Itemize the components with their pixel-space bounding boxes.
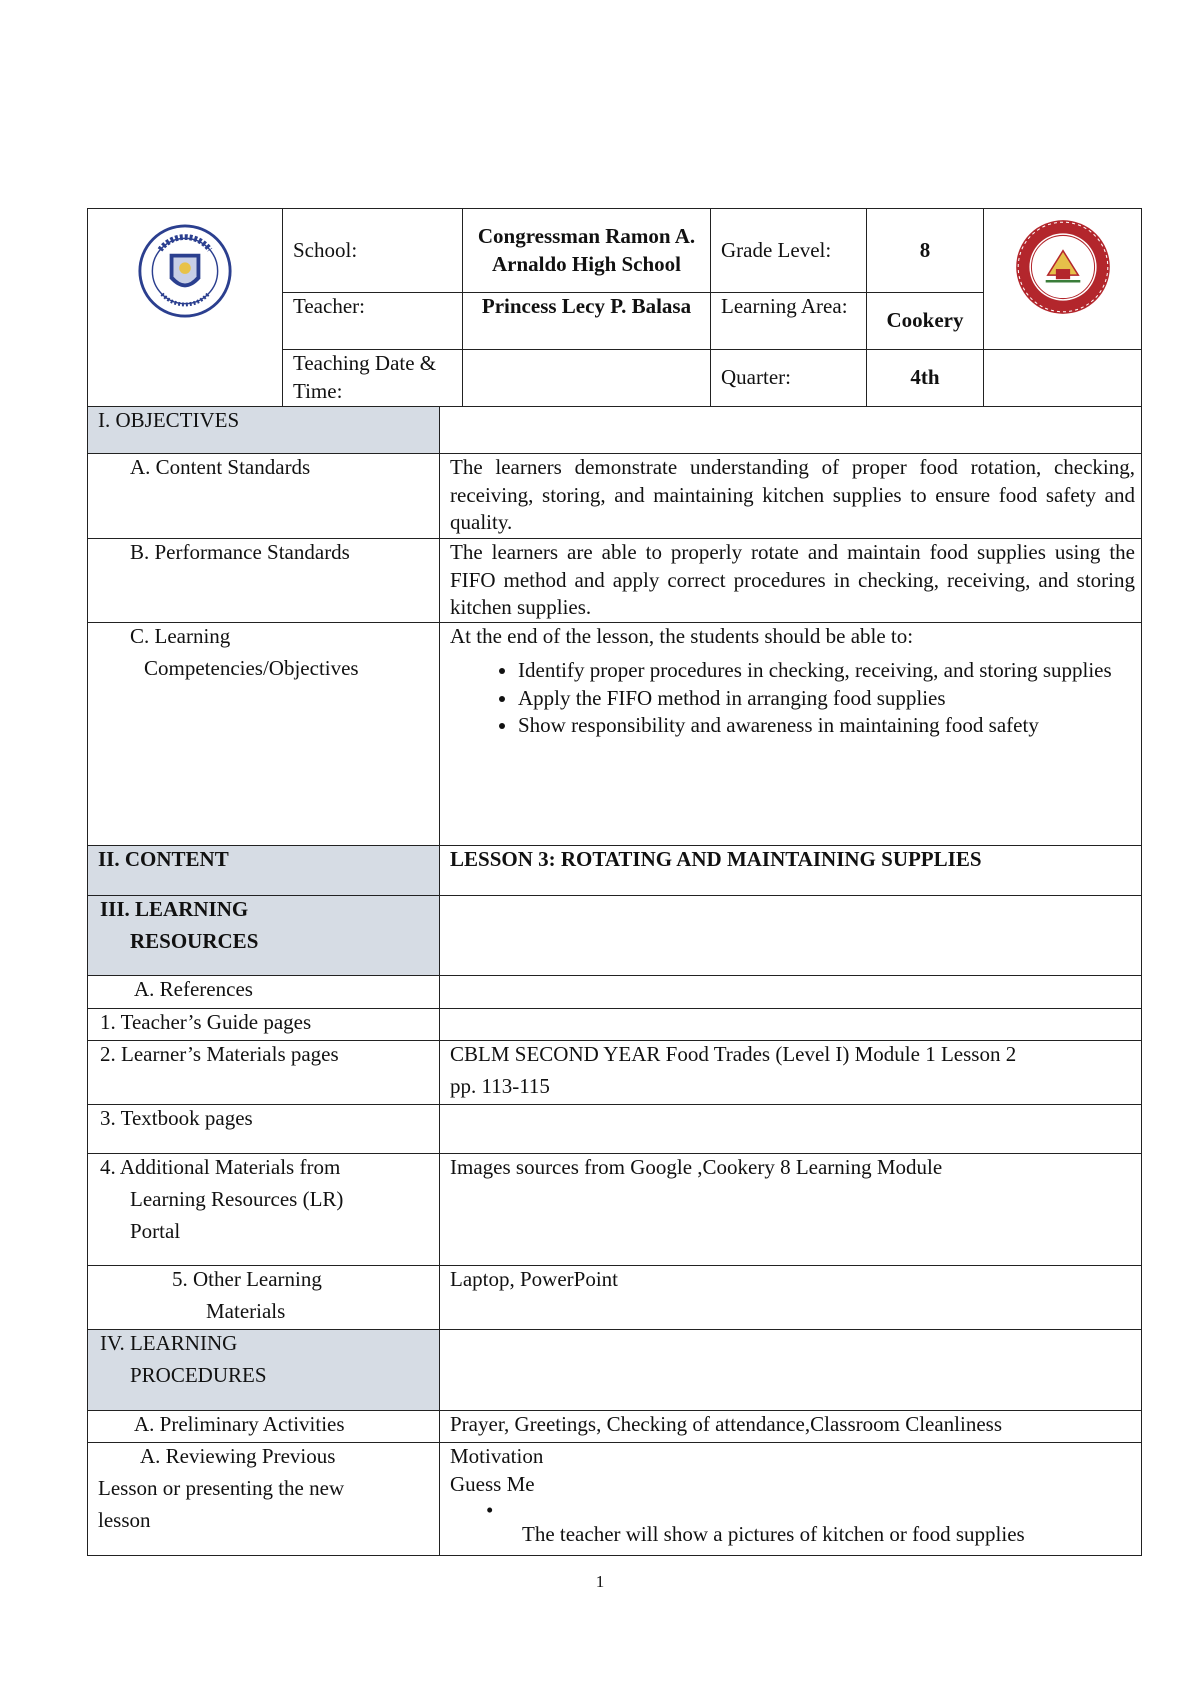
additional-materials-value: Images sources from Google ,Cookery 8 Learning Module [440, 1154, 1142, 1266]
additional-materials-line3: Portal [130, 1218, 181, 1243]
textbook-label: 3. Textbook pages [88, 1105, 440, 1154]
performance-standards-label: B. Performance Standards [88, 539, 440, 623]
other-materials-value: Laptop, PowerPoint [440, 1266, 1142, 1330]
performance-standards-text: The learners are able to properly rotate and maintain food supplies using the FIFO method and apply correct procedures in checking, receiving, and storing kitchen supplies. [440, 539, 1142, 623]
school-value: Congressman Ramon A. Arnaldo High School [463, 209, 711, 293]
learners-materials-line2: pp. 113-115 [450, 1073, 550, 1098]
learning-area-value: Cookery [867, 293, 984, 350]
motivation-text: Motivation [450, 1444, 544, 1469]
objectives-heading: I. OBJECTIVES [88, 407, 440, 454]
quarter-value: 4th [867, 350, 984, 407]
learners-materials-line1: CBLM SECOND YEAR Food Trades (Level I) Module 1 Lesson 2 [450, 1042, 1017, 1067]
reviewing-lesson-line2: Lesson or presenting the new [98, 1475, 345, 1500]
learning-resources-line1: III. LEARNING [100, 897, 249, 922]
teaching-date-value [463, 350, 711, 407]
content-standards-label: A. Content Standards [88, 454, 440, 539]
competencies-intro: At the end of the lesson, the students should be able to: [450, 624, 914, 649]
textbook-empty [440, 1105, 1142, 1154]
competencies-list [450, 657, 1135, 740]
learners-materials-label: 2. Learner’s Materials pages [88, 1041, 440, 1105]
competency-item: • Identify proper procedures in checking, receiving, and storing supplies [518, 657, 1135, 685]
resources-empty [440, 896, 1142, 976]
learning-procedures-heading [88, 1330, 440, 1411]
competencies-cell [440, 623, 1142, 846]
competency-item: • Show responsibility and awareness in maintaining food safety [518, 712, 1135, 740]
learning-resources-line2: RESOURCES [130, 928, 259, 953]
learners-materials-cell [440, 1041, 1142, 1105]
header-table [87, 208, 1142, 407]
content-heading: II. CONTENT [88, 846, 440, 896]
lesson-plan-table [87, 406, 1142, 1556]
additional-materials-line2: Learning Resources (LR) [130, 1186, 344, 1211]
teacher-value: Princess Lecy P. Balasa [463, 293, 711, 350]
objectives-empty [440, 407, 1142, 454]
competencies-label-line2: Competencies/Objectives [144, 655, 359, 680]
references-empty [440, 976, 1142, 1009]
teachers-guide-label: 1. Teacher’s Guide pages [88, 1009, 440, 1041]
quarter-label: Quarter: [711, 350, 867, 407]
competencies-label-line1: C. Learning [130, 624, 231, 649]
grade-level-label: Grade Level: [711, 209, 867, 293]
reviewing-lesson-line1: A. Reviewing Previous [140, 1444, 336, 1469]
deped-seal-logo [137, 223, 233, 319]
additional-materials-label [88, 1154, 440, 1266]
learning-procedures-line2: PROCEDURES [130, 1362, 267, 1387]
other-materials-line2: Materials [206, 1298, 286, 1323]
learning-resources-heading [88, 896, 440, 976]
grade-level-value: 8 [867, 209, 984, 293]
competency-item: • Apply the FIFO method in arranging food supplies [518, 685, 1135, 713]
references-label: A. References [88, 976, 440, 1009]
competencies-label [88, 623, 440, 846]
preliminary-activities-label: A. Preliminary Activities [88, 1411, 440, 1443]
school-seal-logo [1007, 215, 1119, 319]
reviewing-lesson-line3: lesson [98, 1507, 151, 1532]
other-materials-line1: 5. Other Learning [172, 1267, 322, 1292]
reviewing-lesson-cell [440, 1443, 1142, 1556]
deped-logo-cell [88, 209, 283, 407]
teacher-label: Teacher: [283, 293, 463, 350]
preliminary-activities-value: Prayer, Greetings, Checking of attendance,Classroom Cleanliness [440, 1411, 1142, 1443]
school-logo-cell [984, 209, 1142, 350]
lesson-title: LESSON 3: ROTATING AND MAINTAINING SUPPLIES [440, 846, 1142, 896]
school-label: School: [283, 209, 463, 293]
other-materials-label [88, 1266, 440, 1330]
learning-area-label: Learning Area: [711, 293, 867, 350]
learning-procedures-line1: IV. LEARNING [100, 1331, 238, 1356]
procedures-empty [440, 1330, 1142, 1411]
teachers-guide-empty [440, 1009, 1142, 1041]
bullet-icon: • [486, 1497, 494, 1522]
review-item-text: The teacher will show a pictures of kitchen or food supplies [522, 1521, 1025, 1546]
additional-materials-line1: 4. Additional Materials from [100, 1155, 341, 1180]
empty-logo-cell [984, 350, 1142, 407]
reviewing-lesson-label [88, 1443, 440, 1556]
teaching-date-label: Teaching Date & Time: [283, 350, 463, 407]
page-number: 1 [595, 1572, 605, 1591]
content-standards-text: The learners demonstrate understanding of proper food rotation, checking, receiving, storing, and maintaining kitchen supplies to ensure food safety and quality. [440, 454, 1142, 539]
guess-me-text: Guess Me [450, 1471, 535, 1496]
